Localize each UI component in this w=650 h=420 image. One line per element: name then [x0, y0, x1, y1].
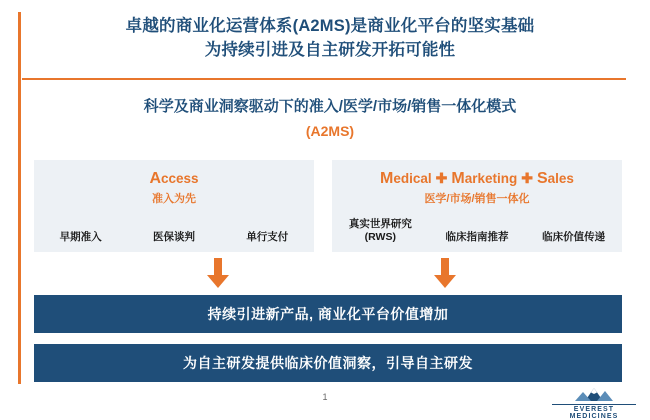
list-item-line-2: (RWS) [364, 231, 396, 243]
panel-access-heading-initial: A [149, 170, 161, 187]
banner-rnd-insight: 为自主研发提供临床价值洞察，引导自主研发 [34, 344, 622, 382]
panel-mms-heading-medical-initial: M [380, 170, 394, 187]
list-item [429, 231, 525, 244]
list-item: 医保谈判 [152, 231, 195, 243]
logo-text: EVEREST MEDICINES [569, 406, 619, 420]
panel-mms-subtitle: 医学/市场/销售一体化 [424, 193, 530, 205]
arrow-head [434, 275, 456, 288]
panels-row [34, 160, 622, 252]
subtitle [40, 96, 620, 141]
logo [552, 385, 636, 420]
list-item [526, 231, 622, 244]
panel-mms-heading [332, 160, 622, 187]
panel-access-heading-rest: ccess [161, 171, 199, 186]
panel-mms-heading-marketing-initial: M [451, 170, 465, 187]
panel-mms-items [332, 218, 622, 244]
left-accent-bar [18, 12, 21, 384]
arrow-shaft [441, 258, 449, 276]
title-divider [22, 78, 626, 80]
panel-mms-heading-sales-initial: S [536, 170, 548, 187]
panel-access-heading [34, 160, 314, 187]
panel-mms-heading-sales-rest: ales [547, 171, 574, 186]
subtitle-line-2: (A2MS) [305, 123, 355, 139]
arrow-shaft [214, 258, 222, 276]
down-arrow-icon [434, 258, 456, 288]
mountain-icon [563, 385, 625, 403]
page-number: 1 [322, 392, 328, 402]
list-item [332, 218, 428, 244]
subtitle-line-1: 科学及商业洞察驱动下的准入/医学/市场/销售一体化模式 [143, 98, 517, 115]
down-arrow-icon [207, 258, 229, 288]
list-item-line-1: 真实世界研究 [348, 218, 412, 230]
list-item: 单行支付 [246, 231, 289, 243]
plus-icon: ✚ [521, 170, 533, 186]
list-item-line-1: 临床价值传递 [542, 231, 606, 243]
panel-access-subtitle: 准入为先 [152, 193, 196, 205]
list-item-line-1: 临床指南推荐 [445, 231, 509, 243]
panel-mms-heading-medical-rest: edical [393, 171, 432, 186]
page-title [40, 14, 620, 62]
title-line-1: 卓越的商业化运营体系(A2MS)是商业化平台的坚实基础 [125, 17, 535, 35]
banner-value-increase: 持续引进新产品, 商业化平台价值增加 [34, 295, 622, 333]
list-item: 早期准入 [59, 231, 102, 243]
plus-icon: ✚ [435, 170, 448, 186]
arrow-head [207, 275, 229, 288]
title-line-2: 为持续引进及自主研发开拓可能性 [204, 41, 456, 59]
panel-access [34, 160, 314, 252]
panel-mms-heading-marketing-rest: arketing [464, 171, 518, 186]
panel-access-items [34, 231, 314, 244]
panel-medical-marketing-sales [332, 160, 622, 252]
logo-divider [552, 404, 636, 405]
